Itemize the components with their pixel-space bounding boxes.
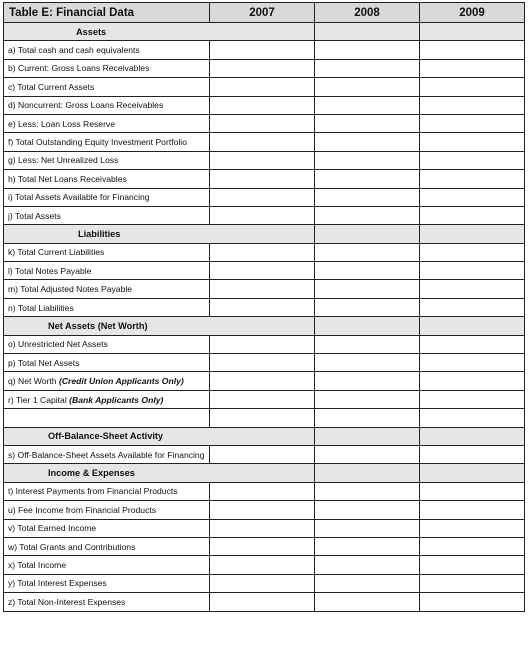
value-cell-2008[interactable] <box>315 206 420 224</box>
value-cell-2007[interactable] <box>210 556 315 574</box>
table-row <box>4 298 525 316</box>
value-cell-2008[interactable] <box>315 151 420 169</box>
table-row <box>4 372 525 390</box>
value-cell-2008[interactable] <box>315 445 420 463</box>
row-label <box>4 298 210 316</box>
row-label-text: u) Fee Income from Financial Products <box>8 504 157 515</box>
row-label-text: f) Total Outstanding Equity Investment Portfolio <box>8 137 187 148</box>
row-label-text: a) Total cash and cash equivalents <box>8 45 140 56</box>
table-row <box>4 519 525 537</box>
value-cell-2007[interactable] <box>210 335 315 353</box>
value-cell-2009[interactable] <box>420 482 525 500</box>
value-cell-2009[interactable] <box>420 78 525 96</box>
row-label <box>4 409 210 427</box>
value-cell-2007[interactable] <box>210 409 315 427</box>
row-label <box>4 188 210 206</box>
section-filler <box>210 464 315 482</box>
table-row <box>4 59 525 77</box>
row-label-text: n) Total Liabilities <box>8 302 74 313</box>
value-cell-2007[interactable] <box>210 262 315 280</box>
value-cell-2007[interactable] <box>210 519 315 537</box>
value-cell-2009[interactable] <box>420 133 525 151</box>
value-cell-2007[interactable] <box>210 390 315 408</box>
value-cell-2007[interactable] <box>210 41 315 59</box>
row-label <box>4 78 210 96</box>
section-filler <box>315 225 420 243</box>
value-cell-2008[interactable] <box>315 280 420 298</box>
section-row <box>4 23 525 41</box>
row-label <box>4 556 210 574</box>
row-label <box>4 354 210 372</box>
table-row <box>4 133 525 151</box>
row-label <box>4 133 210 151</box>
row-label <box>4 335 210 353</box>
value-cell-2008[interactable] <box>315 372 420 390</box>
value-cell-2008[interactable] <box>315 114 420 132</box>
row-label-text: z) Total Non-Interest Expenses <box>8 596 126 607</box>
value-cell-2007[interactable] <box>210 593 315 611</box>
section-heading: Off-Balance-Sheet Activity <box>4 427 210 445</box>
year-header-2007: 2007 <box>210 3 315 23</box>
value-cell-2008[interactable] <box>315 556 420 574</box>
row-label-text: x) Total Income <box>8 560 67 571</box>
section-filler <box>210 427 315 445</box>
value-cell-2008[interactable] <box>315 96 420 114</box>
row-label-text: p) Total Net Assets <box>8 357 80 368</box>
value-cell-2008[interactable] <box>315 593 420 611</box>
value-cell-2007[interactable] <box>210 280 315 298</box>
value-cell-2008[interactable] <box>315 354 420 372</box>
table-title: Table E: Financial Data <box>4 3 210 23</box>
table-row <box>4 501 525 519</box>
value-cell-2008[interactable] <box>315 133 420 151</box>
row-label-text: l) Total Notes Payable <box>8 265 92 276</box>
table-row <box>4 41 525 59</box>
row-label <box>4 537 210 555</box>
row-label-text: m) Total Adjusted Notes Payable <box>8 284 133 295</box>
row-label <box>4 151 210 169</box>
value-cell-2008[interactable] <box>315 41 420 59</box>
table-row <box>4 78 525 96</box>
value-cell-2009[interactable] <box>420 354 525 372</box>
row-label <box>4 170 210 188</box>
year-header-2009: 2009 <box>420 3 525 23</box>
row-label-text: s) Off-Balance-Sheet Assets Available for Financing <box>8 449 205 460</box>
value-cell-2009[interactable] <box>420 41 525 59</box>
table-row <box>4 243 525 261</box>
row-label <box>4 114 210 132</box>
table-row <box>4 556 525 574</box>
value-cell-2008[interactable] <box>315 170 420 188</box>
value-cell-2008[interactable] <box>315 335 420 353</box>
table-row <box>4 262 525 280</box>
value-cell-2007[interactable] <box>210 537 315 555</box>
value-cell-2007[interactable] <box>210 445 315 463</box>
value-cell-2007[interactable] <box>210 170 315 188</box>
section-filler <box>315 427 420 445</box>
row-label-text: v) Total Earned Income <box>8 523 97 534</box>
value-cell-2007[interactable] <box>210 354 315 372</box>
row-label-text: c) Total Current Assets <box>8 81 95 92</box>
row-label-text: d) Noncurrent: Gross Loans Receivables <box>8 100 164 111</box>
row-label-text: b) Current: Gross Loans Receivables <box>8 63 150 74</box>
value-cell-2007[interactable] <box>210 482 315 500</box>
table-row <box>4 593 525 611</box>
section-heading: Liabilities <box>4 225 210 243</box>
row-label-text: r) Tier 1 Capital <box>8 394 70 405</box>
table-row <box>4 170 525 188</box>
table-row <box>4 96 525 114</box>
row-label <box>4 519 210 537</box>
value-cell-2009[interactable] <box>420 280 525 298</box>
section-filler <box>315 464 420 482</box>
table-body <box>4 23 525 612</box>
row-label-note: (Credit Union Applicants Only) <box>58 376 184 387</box>
value-cell-2009[interactable] <box>420 170 525 188</box>
value-cell-2007[interactable] <box>210 188 315 206</box>
value-cell-2007[interactable] <box>210 78 315 96</box>
table-row <box>4 390 525 408</box>
value-cell-2009[interactable] <box>420 556 525 574</box>
row-label <box>4 445 210 463</box>
row-label <box>4 574 210 592</box>
value-cell-2009[interactable] <box>420 262 525 280</box>
table-row <box>4 206 525 224</box>
value-cell-2007[interactable] <box>210 96 315 114</box>
table-row <box>4 409 525 427</box>
value-cell-2007[interactable] <box>210 501 315 519</box>
value-cell-2008[interactable] <box>315 262 420 280</box>
table-row <box>4 537 525 555</box>
value-cell-2007[interactable] <box>210 574 315 592</box>
row-label <box>4 41 210 59</box>
row-label <box>4 372 210 390</box>
row-label-text: o) Unrestricted Net Assets <box>8 339 108 350</box>
value-cell-2007[interactable] <box>210 59 315 77</box>
row-label-text: j) Total Assets <box>8 210 61 221</box>
row-label-text: t) Interest Payments from Financial Products <box>8 486 178 497</box>
table-row <box>4 280 525 298</box>
section-filler <box>315 23 420 41</box>
table-row <box>4 445 525 463</box>
value-cell-2007[interactable] <box>210 243 315 261</box>
section-filler <box>420 317 525 335</box>
section-filler <box>420 427 525 445</box>
value-cell-2009[interactable] <box>420 409 525 427</box>
year-header-2008: 2008 <box>315 3 420 23</box>
row-label-text: k) Total Current Liabilities <box>8 247 105 258</box>
value-cell-2009[interactable] <box>420 96 525 114</box>
section-row <box>4 464 525 482</box>
value-cell-2008[interactable] <box>315 59 420 77</box>
row-label <box>4 593 210 611</box>
row-label-note: (Bank Applicants Only) <box>69 394 164 405</box>
section-filler <box>420 23 525 41</box>
row-label <box>4 59 210 77</box>
row-label <box>4 390 210 408</box>
value-cell-2009[interactable] <box>420 335 525 353</box>
row-label-text: y) Total Interest Expenses <box>8 578 107 589</box>
table-row <box>4 482 525 500</box>
value-cell-2007[interactable] <box>210 372 315 390</box>
section-filler <box>210 23 315 41</box>
value-cell-2008[interactable] <box>315 501 420 519</box>
row-label <box>4 96 210 114</box>
value-cell-2009[interactable] <box>420 501 525 519</box>
section-heading: Net Assets (Net Worth) <box>4 317 210 335</box>
section-heading: Income & Expenses <box>4 464 210 482</box>
value-cell-2008[interactable] <box>315 78 420 96</box>
table-row <box>4 335 525 353</box>
table-row <box>4 188 525 206</box>
section-heading: Assets <box>4 23 210 41</box>
value-cell-2009[interactable] <box>420 188 525 206</box>
value-cell-2008[interactable] <box>315 482 420 500</box>
row-label-text: g) Less: Net Unrealized Loss <box>8 155 119 166</box>
value-cell-2009[interactable] <box>420 519 525 537</box>
value-cell-2009[interactable] <box>420 59 525 77</box>
value-cell-2007[interactable] <box>210 298 315 316</box>
value-cell-2009[interactable] <box>420 445 525 463</box>
row-label <box>4 482 210 500</box>
row-label-text: h) Total Net Loans Receivables <box>8 173 127 184</box>
row-label <box>4 501 210 519</box>
table-row <box>4 574 525 592</box>
table-row <box>4 354 525 372</box>
value-cell-2009[interactable] <box>420 537 525 555</box>
row-label <box>4 262 210 280</box>
value-cell-2008[interactable] <box>315 519 420 537</box>
value-cell-2009[interactable] <box>420 298 525 316</box>
value-cell-2007[interactable] <box>210 206 315 224</box>
value-cell-2009[interactable] <box>420 151 525 169</box>
value-cell-2009[interactable] <box>420 206 525 224</box>
value-cell-2008[interactable] <box>315 537 420 555</box>
row-label <box>4 280 210 298</box>
value-cell-2008[interactable] <box>315 574 420 592</box>
value-cell-2008[interactable] <box>315 409 420 427</box>
row-label <box>4 206 210 224</box>
row-label-text: i) Total Assets Available for Financing <box>8 192 150 203</box>
row-label-text: w) Total Grants and Contributions <box>8 541 136 552</box>
header-row <box>4 3 525 23</box>
value-cell-2009[interactable] <box>420 390 525 408</box>
value-cell-2008[interactable] <box>315 243 420 261</box>
row-label-text: q) Net Worth <box>8 376 59 387</box>
section-row <box>4 225 525 243</box>
table-row <box>4 114 525 132</box>
value-cell-2009[interactable] <box>420 243 525 261</box>
row-label <box>4 243 210 261</box>
value-cell-2009[interactable] <box>420 574 525 592</box>
value-cell-2009[interactable] <box>420 593 525 611</box>
financial-data-table <box>3 2 525 612</box>
table-row <box>4 151 525 169</box>
row-label-text: e) Less: Loan Loss Reserve <box>8 118 116 129</box>
section-filler <box>420 225 525 243</box>
section-row <box>4 427 525 445</box>
section-filler <box>420 464 525 482</box>
value-cell-2009[interactable] <box>420 372 525 390</box>
value-cell-2008[interactable] <box>315 298 420 316</box>
value-cell-2007[interactable] <box>210 151 315 169</box>
value-cell-2009[interactable] <box>420 114 525 132</box>
section-filler <box>210 317 315 335</box>
value-cell-2007[interactable] <box>210 133 315 151</box>
section-filler <box>210 225 315 243</box>
value-cell-2008[interactable] <box>315 188 420 206</box>
value-cell-2007[interactable] <box>210 114 315 132</box>
value-cell-2008[interactable] <box>315 390 420 408</box>
section-row <box>4 317 525 335</box>
section-filler <box>315 317 420 335</box>
